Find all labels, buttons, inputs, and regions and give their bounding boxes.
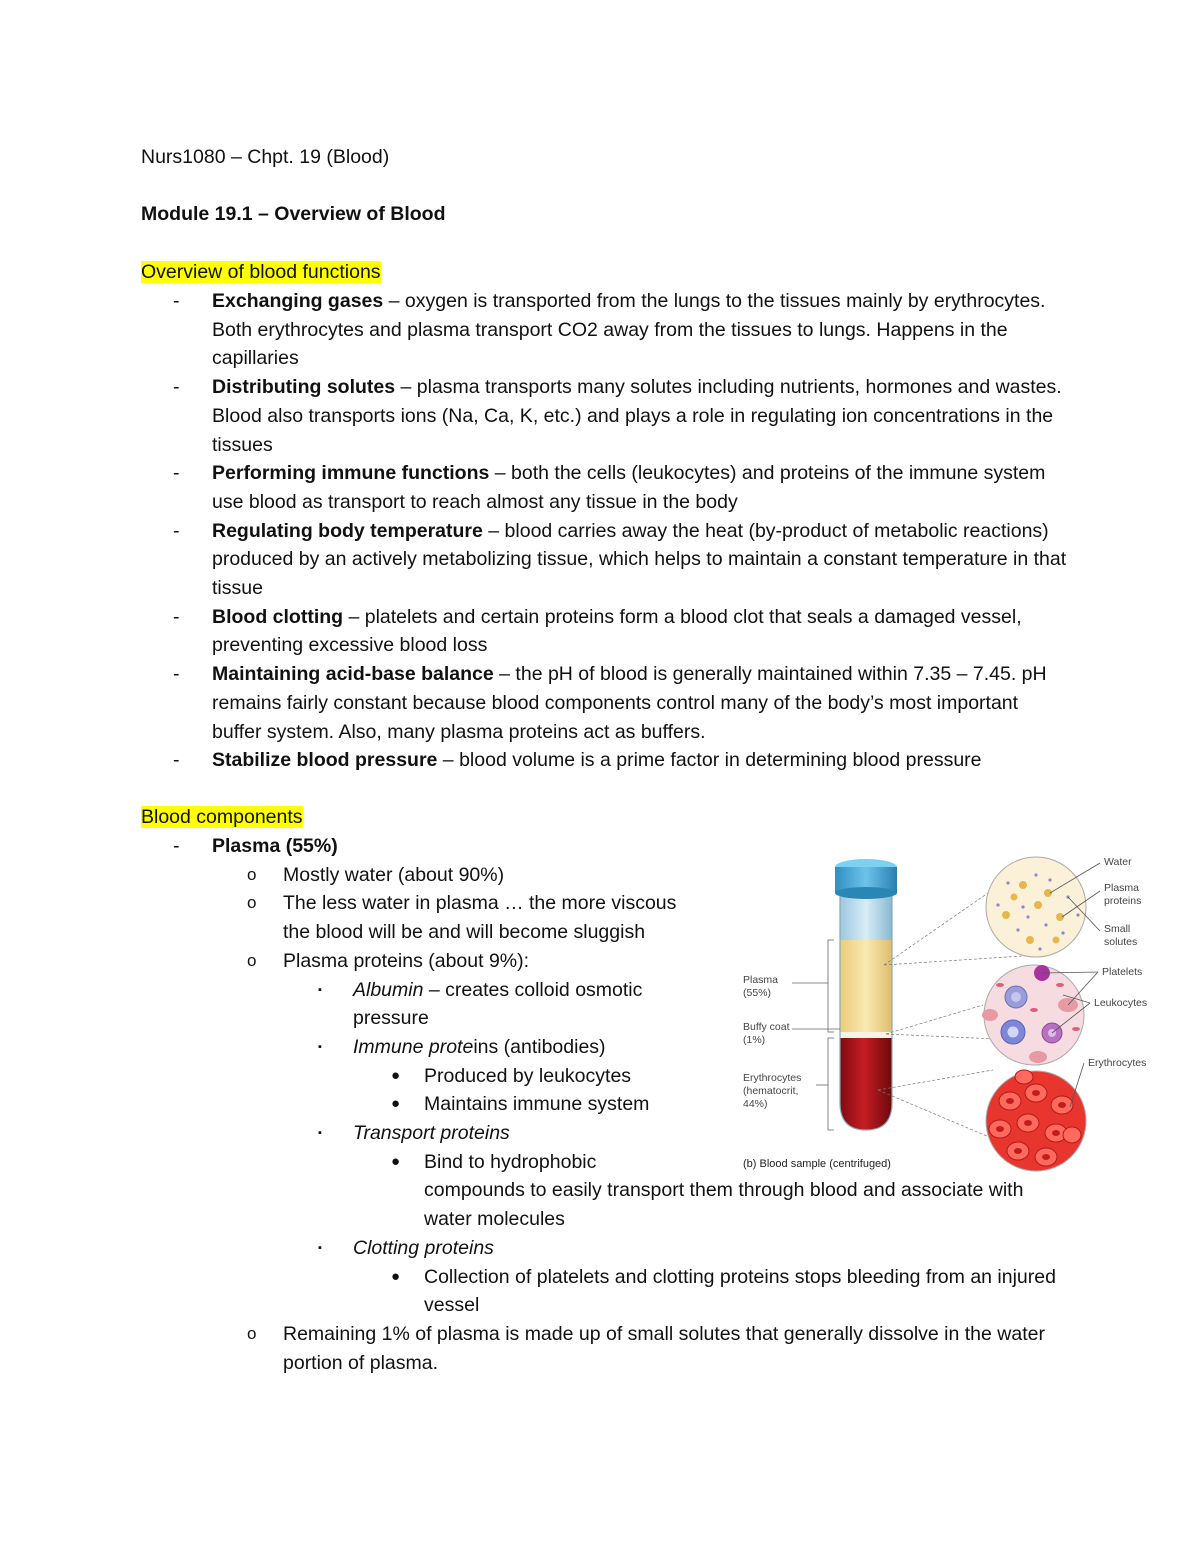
item-term: Immune prote	[353, 1035, 474, 1058]
buffy-coat-label: Buffy coat (1%)	[743, 1021, 790, 1046]
tube-labels	[743, 974, 801, 1110]
test-tube	[835, 859, 897, 1130]
item-text: The less water in plasma … the more viscous the blood will be and will become sluggish	[283, 892, 677, 944]
plasma-proteins-label: Plasma proteins	[1104, 882, 1142, 907]
plasma-heading: Plasma (55%)	[212, 835, 338, 857]
list-item	[141, 373, 1071, 459]
section-heading-components	[141, 803, 303, 832]
item-text: Collection of platelets and clotting proteins stops bleeding from an injured vessel	[424, 1265, 1056, 1317]
circle-bullet: o	[247, 950, 257, 970]
dash-bullet: -	[173, 519, 180, 542]
platelets-leukocytes-circle	[982, 965, 1084, 1065]
square-bullet: ▪	[318, 983, 322, 996]
function-term: Performing immune functions	[212, 462, 490, 485]
plasma-layer	[840, 940, 892, 1032]
list-item	[141, 746, 1071, 775]
dash-bullet: -	[173, 835, 180, 857]
section-heading-functions	[141, 258, 381, 287]
item-text: – creates colloid osmotic pressure	[353, 978, 643, 1030]
function-term: Maintaining acid-base balance	[212, 663, 494, 686]
square-bullet: ▪	[318, 1241, 322, 1254]
erythrocytes-circle	[986, 1070, 1086, 1171]
circle-bullet: o	[247, 1323, 257, 1343]
small-solutes-label: Small solutes	[1104, 923, 1138, 948]
dash-bullet: -	[173, 376, 180, 399]
function-text: – oxygen is transported from the lungs to the tissues mainly by erythrocytes. Both erythrocytes and plasma transport CO2 away from the tissues to lungs. Happens in the capillaries	[212, 290, 1046, 370]
highlighted-heading: Blood components	[141, 806, 303, 828]
dash-bullet: -	[173, 749, 180, 772]
erythrocyte-layer	[840, 1038, 892, 1130]
buffy-coat-layer	[840, 1032, 892, 1038]
outline-item-clotting	[141, 1234, 1071, 1263]
highlighted-heading: Overview of blood functions	[141, 261, 381, 283]
list-item	[141, 603, 1071, 660]
item-text: ins (antibodies)	[473, 1035, 606, 1058]
outline-item-albumin	[141, 976, 693, 1033]
erythrocytes-right-label: Erythrocytes	[1088, 1057, 1147, 1069]
item-text: Maintains immune system	[424, 1093, 650, 1116]
function-text: – blood volume is a prime factor in determining blood pressure	[437, 749, 982, 772]
item-term: Clotting proteins	[353, 1236, 494, 1259]
outline-item-viscous	[141, 889, 703, 946]
function-text: – plasma transports many solutes including nutrients, hormones and wastes. Blood also transports ions (Na, Ca, K, etc.) and plays a role in regulating ion concentrations in the tissues	[212, 376, 1062, 456]
list-item	[141, 459, 1071, 516]
outline-item-proteins	[141, 947, 703, 976]
function-term: Distributing solutes	[212, 376, 396, 399]
function-text: – blood carries away the heat (by-product of metabolic reactions) produced by an actively metabolizing tissue, which helps to maintain a constant temperature in that tissue	[212, 519, 1067, 600]
dot-bullet: ●	[391, 1267, 401, 1285]
plasma-label: Plasma (55%)	[743, 974, 779, 999]
function-text: – both the cells (leukocytes) and proteins of the immune system use blood as transport to reach almost any tissue in the body	[212, 462, 1046, 513]
tube-brackets	[792, 940, 840, 1130]
item-text: Bind to hydrophobic	[424, 1150, 597, 1173]
item-text: Plasma proteins (about 9%):	[283, 949, 530, 972]
outline-item-clotting-1	[141, 1263, 1071, 1320]
item-text: compounds to easily transport them through blood and associate with water molecules	[424, 1179, 1024, 1231]
function-text: – platelets and certain proteins form a blood clot that seals a damaged vessel, preventing excessive blood loss	[212, 605, 1022, 657]
cap-bottom	[835, 887, 897, 899]
circle-bullet: o	[247, 893, 257, 913]
outline-item-water	[141, 861, 703, 890]
item-text: Remaining 1% of plasma is made up of small solutes that generally dissolve in the water portion of plasma.	[283, 1322, 1045, 1374]
list-item	[141, 517, 1071, 603]
item-term: Transport proteins	[353, 1122, 510, 1145]
list-item	[141, 660, 1071, 746]
item-text: Mostly water (about 90%)	[283, 863, 505, 886]
dash-bullet: -	[173, 290, 180, 312]
dash-bullet: -	[173, 605, 180, 628]
erythrocytes-label: Erythrocytes (hematocrit, 44%)	[743, 1072, 802, 1110]
platelets-label: Platelets	[1102, 966, 1143, 978]
plasma-circle	[986, 857, 1086, 957]
item-term: Albumin	[353, 978, 424, 1001]
square-bullet: ▪	[318, 1040, 322, 1053]
dash-bullet: -	[173, 462, 180, 485]
function-term: Regulating body temperature	[212, 519, 483, 542]
functions-list	[141, 287, 1071, 775]
list-item	[141, 287, 1071, 373]
dash-bullet: -	[173, 663, 180, 686]
document-title: Nurs1080 – Chpt. 19 (Blood)	[141, 146, 390, 168]
leukocytes-label: Leukocytes	[1094, 997, 1148, 1009]
square-bullet: ▪	[318, 1127, 322, 1140]
module-heading: Module 19.1 – Overview of Blood	[141, 203, 446, 225]
function-term: Blood clotting	[212, 605, 344, 628]
outline-item-remaining	[141, 1320, 1071, 1377]
blood-sample-figure	[738, 845, 1168, 1175]
function-term: Stabilize blood pressure	[212, 749, 438, 772]
right-labels	[1088, 856, 1147, 1069]
function-term: Exchanging gases	[212, 290, 384, 312]
function-text: – the pH of blood is generally maintained within 7.35 – 7.45. pH remains fairly constant because blood components control many of the body’s most important buffer system. Also, many plasma proteins act as buffers.	[212, 663, 1047, 743]
dot-bullet: ●	[391, 1095, 401, 1113]
item-text: Produced by leukocytes	[424, 1064, 632, 1087]
dot-bullet: ●	[391, 1066, 401, 1084]
water-label: Water	[1104, 856, 1132, 868]
circle-bullet: o	[247, 864, 257, 884]
outline-item-immune	[141, 1033, 693, 1062]
figure-caption: (b) Blood sample (centrifuged)	[743, 1158, 891, 1170]
dot-bullet: ●	[391, 1152, 401, 1170]
